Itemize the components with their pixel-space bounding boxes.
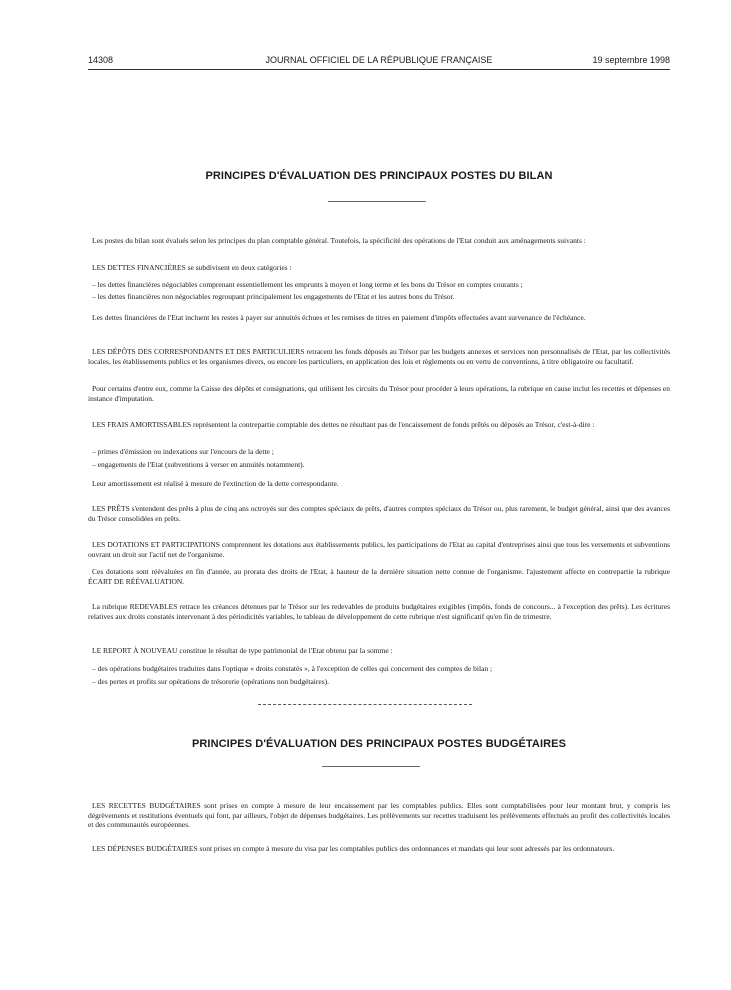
list-item-dettes-2: – les dettes financières non négociables regroupant principalement les engagements de l'Etat et les autres bons du Trésor. — [92, 292, 455, 301]
title-ornament — [328, 201, 426, 202]
paragraph-depenses: LES DÉPENSES BUDGÉTAIRES sont prises en compte à mesure du visa par les comptables publics des ordonnances et mandats qui leur sont adressés par les ordonnateurs. — [92, 844, 615, 853]
title-ornament-2 — [322, 766, 420, 767]
paragraph-report: LE REPORT À NOUVEAU constitue le résultat de type patrimonial de l'Etat obtenu par la somme : — [92, 646, 393, 655]
section-title-budgetaires: PRINCIPES D'ÉVALUATION DES PRINCIPAUX POSTES BUDGÉTAIRES — [191, 738, 567, 750]
header-rule — [88, 69, 670, 70]
section-separator — [258, 704, 472, 705]
paragraph-prets: LES PRÊTS s'entendent des prêts à plus de cinq ans octroyés sur des comptes spéciaux de prêts, d'autres comptes spéciaux du Trésor ou, plus rarement, le budget général, ainsi que des avances du Trésor consolidées en prêts. — [88, 504, 670, 523]
list-item-report-1: – des opérations budgétaires traduites dans l'optique « droits constatés », à l'exception de celles qui concernent des comptes de bilan ; — [92, 664, 493, 673]
page-number: 14308 — [88, 55, 114, 65]
list-item-frais-2: – engagements de l'Etat (subventions à verser en annuités notamment). — [92, 460, 305, 469]
list-item-dettes-1: – les dettes financières négociables comprenant essentiellement les emprunts à moyen et long terme et les bons du Trésor en comptes courants ; — [92, 280, 523, 289]
issue-date: 19 septembre 1998 — [592, 55, 670, 65]
paragraph-frais: LES FRAIS AMORTISSABLES représentent la contrepartie comptable des dettes ne résultant pas de l'encaissement de fonds prêtés ou déposés au Trésor, c'est-à-dire : — [92, 420, 595, 429]
paragraph-amortissement: Leur amortissement est réalisé à mesure de l'extinction de la dette correspondante. — [92, 479, 339, 488]
paragraph-depots: LES DÉPÔTS DES CORRESPONDANTS ET DES PARTICULIERS retracent les fonds déposés au Trésor par les budgets annexes et services non personnalisés de l'Etat, par les collectivités locales, les établissements publics et les organismes divers, ou encore les particuliers, en application des lois et règlements ou en vertu de conventions, à titre obligatoire ou facultatif. — [88, 347, 670, 366]
list-item-frais-1: – primes d'émission ou indexations sur l'encours de la dette ; — [92, 447, 274, 456]
paragraph-caisse: Pour certains d'entre eux, comme la Caisse des dépôts et consignations, qui utilisent les circuits du Trésor pour procéder à leurs opérations, la rubrique en cause inclut les recettes et dépenses en instance d'imputation. — [88, 384, 670, 403]
journal-title: JOURNAL OFFICIEL DE LA RÉPUBLIQUE FRANÇAISE — [265, 55, 493, 65]
paragraph-redevables: La rubrique REDEVABLES retrace les créances détenues par le Trésor sur les redevables de produits budgétaires exigibles (impôts, fonds de concours... à l'exception des prêts). Les écritures relatives aux droits constatés intervenant à des périodicités variables, le tableau de développement de cette rubrique n'est significatif qu'en fin de trimestre. — [88, 602, 670, 621]
paragraph-dotations: LES DOTATIONS ET PARTICIPATIONS comprennent les dotations aux établissements publics, les participations de l'Etat au capital d'entreprises ainsi que tous les versements et subventions ouvrant un droit sur l'actif net de l'organisme. — [88, 540, 670, 559]
section-title-bilan: PRINCIPES D'ÉVALUATION DES PRINCIPAUX POSTES DU BILAN — [205, 170, 553, 182]
paragraph-recettes: LES RECETTES BUDGÉTAIRES sont prises en compte à mesure de leur encaissement par les comptables publics. Elles sont comptabilisées pour leur montant brut, y compris les dégrèvements et restitutions éventuels qui font, par ailleurs, l'objet de dépenses budgétaires. Les prélèvements sur recettes traduisent les prélèvements effectués au profit des collectivités locales et des communautés européennes. — [88, 801, 670, 829]
list-item-report-2: – des pertes et profits sur opérations de trésorerie (opérations non budgétaires). — [92, 677, 330, 686]
paragraph-dettes-incl: Les dettes financières de l'Etat incluent les restes à payer sur annuités échues et les remises de titres en paiement d'impôts effectuées avant survenance de l'échéance. — [92, 313, 586, 322]
paragraph-reevaluation: Ces dotations sont réévaluées en fin d'année, au prorata des droits de l'Etat, à hauteur de la dernière situation nette connue de l'organisme. l'ajustement affecte en contrepartie la rubrique ÉCART DE RÉÉVALUATION. — [88, 567, 670, 586]
paragraph-dettes-head: LES DETTES FINANCIÈRES se subdivisent en deux catégories : — [92, 263, 292, 272]
paragraph-intro: Les postes du bilan sont évalués selon les principes du plan comptable général. Toutefois, la spécificité des opérations de l'Etat conduit aux aménagements suivants : — [92, 236, 586, 245]
